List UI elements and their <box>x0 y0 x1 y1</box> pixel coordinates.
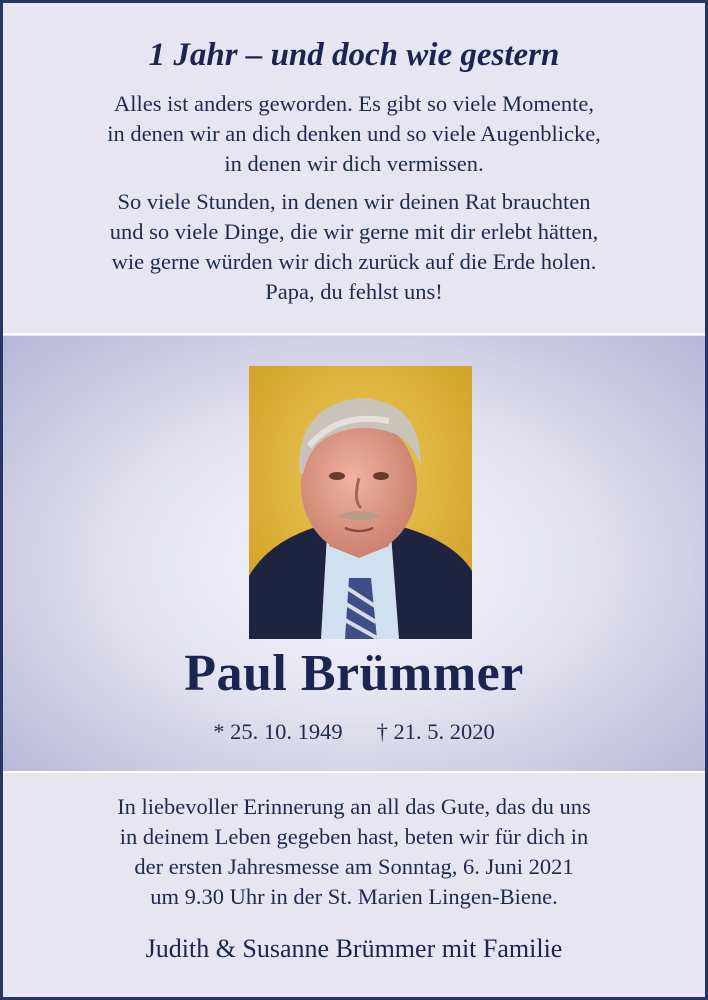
death-date: † 21. 5. 2020 <box>376 719 495 744</box>
signature: Judith & Susanne Brümmer mit Familie <box>145 934 563 963</box>
poem-line: und so viele Dinge, die wir gerne mit dir erlebt hätten, <box>109 219 599 244</box>
deceased-name: Paul Brümmer <box>184 645 524 702</box>
remembrance-text <box>3 792 705 912</box>
remembrance-line: in deinem Leben gegeben hast, beten wir für dich in <box>119 824 589 849</box>
portrait-photo <box>249 366 472 639</box>
heading: 1 Jahr – und doch wie gestern <box>148 37 560 73</box>
life-dates <box>3 718 705 746</box>
poem-line: Papa, du fehlst uns! <box>265 279 443 304</box>
top-section <box>3 3 705 335</box>
poem <box>3 89 705 307</box>
poem-line: So viele Stunden, in denen wir deinen Rat brauchten <box>117 189 591 214</box>
poem-stanza-2 <box>3 187 705 307</box>
poem-stanza-1 <box>3 89 705 179</box>
birth-date: * 25. 10. 1949 <box>213 719 343 744</box>
remembrance-line: In liebevoller Erinnerung an all das Gute, das du uns <box>117 794 591 819</box>
bottom-section <box>3 771 705 997</box>
remembrance-line: der ersten Jahresmesse am Sonntag, 6. Juni 2021 <box>134 854 574 879</box>
poem-line: Alles ist anders geworden. Es gibt so viele Momente, <box>114 91 594 116</box>
portrait-section <box>3 336 705 771</box>
poem-line: in denen wir dich vermissen. <box>224 151 484 176</box>
remembrance-line: um 9.30 Uhr in der St. Marien Lingen-Biene. <box>150 884 558 909</box>
poem-line: in denen wir an dich denken und so viele Augenblicke, <box>107 121 601 146</box>
portrait-illustration <box>249 366 472 639</box>
poem-line: wie gerne würden wir dich zurück auf die Erde holen. <box>111 249 597 274</box>
